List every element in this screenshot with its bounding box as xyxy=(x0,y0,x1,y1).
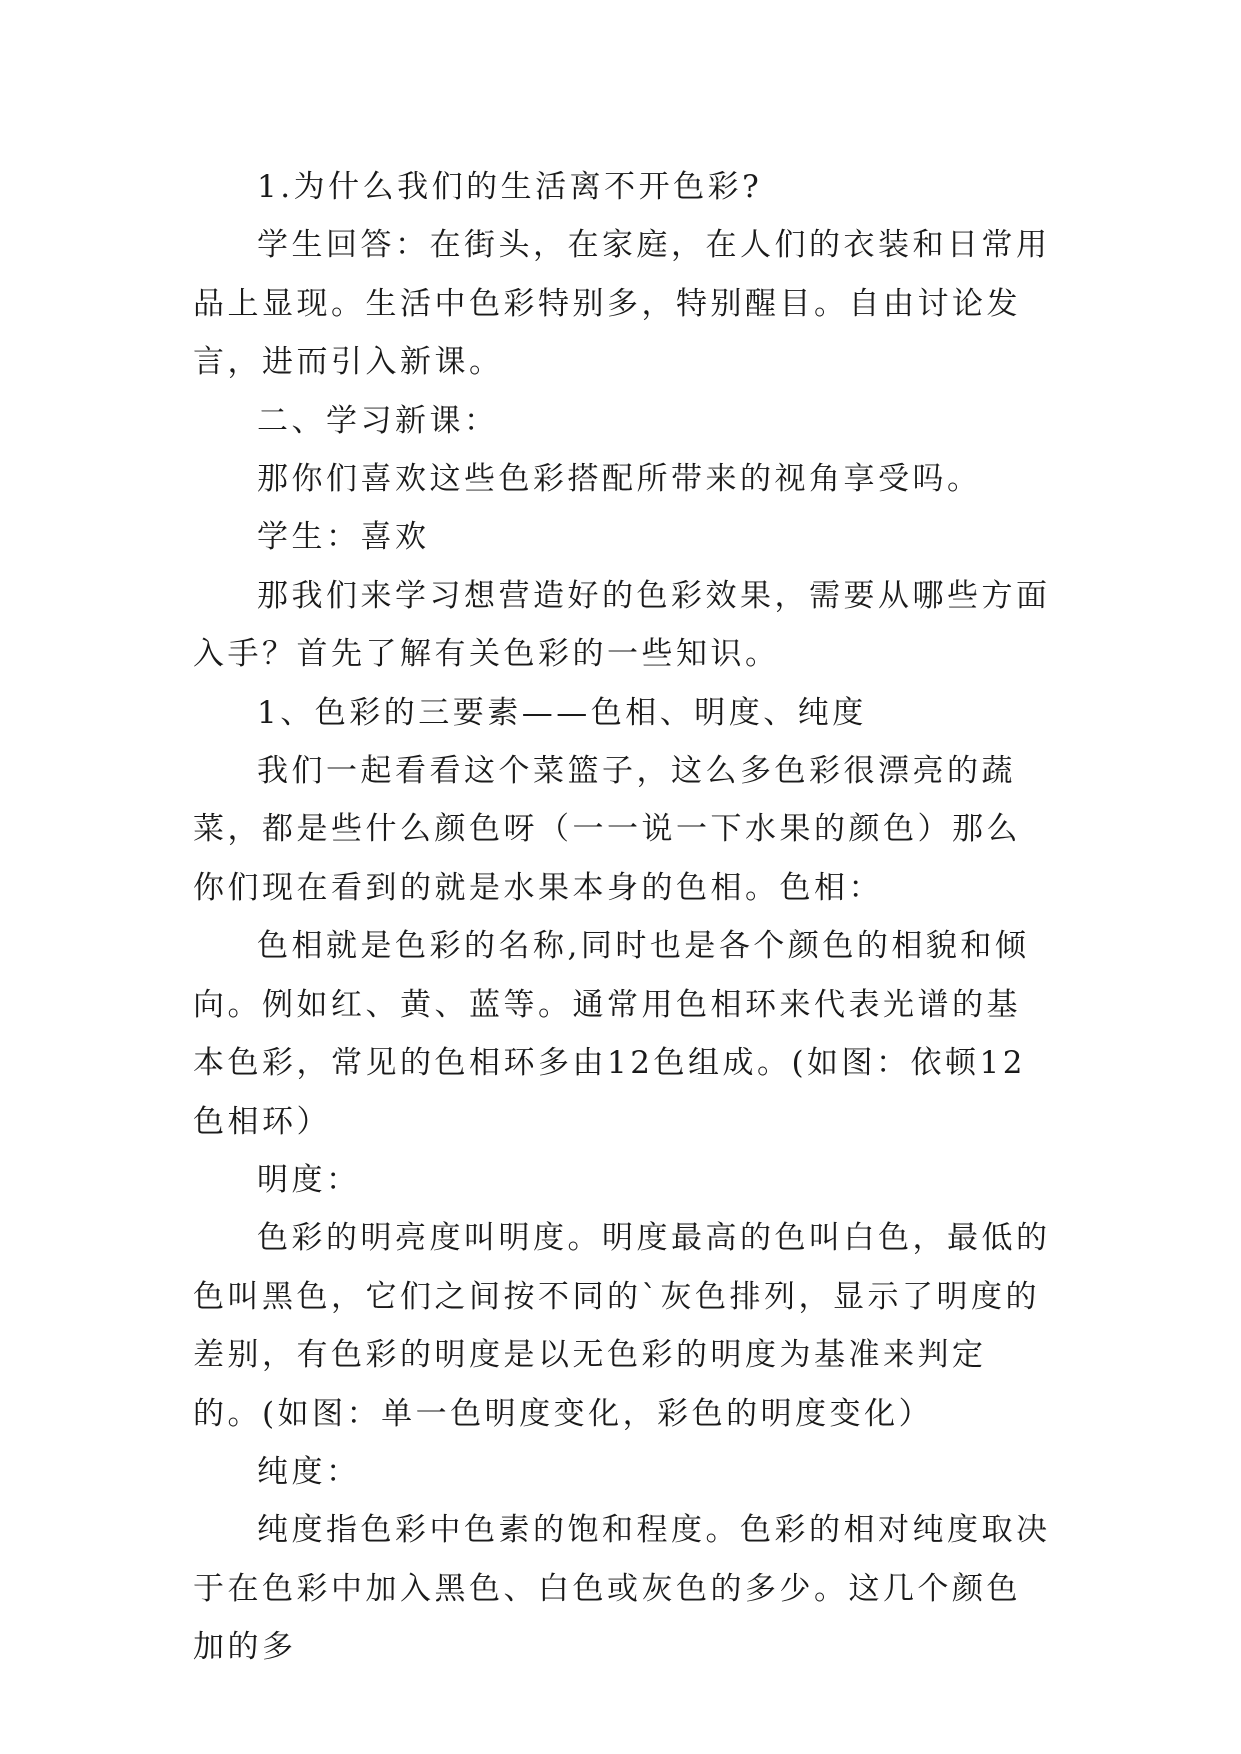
document-body xyxy=(193,158,1053,1677)
subheading-three-elements: 1、色彩的三要素——色相、明度、纯度 xyxy=(257,694,867,731)
paragraph-question-1: 1.为什么我们的生活离不开色彩? xyxy=(257,169,763,205)
paragraph-intro-knowledge: 那我们来学习想营造好的色彩效果，需要从哪些方面入手？首先了解有关色彩的一些知识。 xyxy=(193,577,1051,673)
paragraph-brightness-definition: 色彩的明亮度叫明度。明度最高的色叫白色，最低的色叫黑色，它们之间按不同的`灰色排列，显示了明度的差别，有色彩的明度是以无色彩的明度为基准来判定的。(如图：单一色明度变化，彩色的明度变化） xyxy=(193,1220,1051,1432)
paragraph-student-reply: 学生：喜欢 xyxy=(257,519,430,556)
paragraph-hue-definition: 色相就是色彩的名称,同时也是各个颜色的相貌和倾向。例如红、黄、蓝等。通常用色相环来代表光谱的基本色彩，常见的色相环多由12色组成。(如图：依顿12色相环） xyxy=(193,928,1030,1140)
paragraph-teacher-question: 那你们喜欢这些色彩搭配所带来的视角享受吗。 xyxy=(257,461,982,498)
subheading-saturation: 纯度： xyxy=(257,1453,361,1490)
section-heading-new-lesson: 二、学习新课： xyxy=(257,402,499,439)
paragraph-vegetable-basket: 我们一起看看这个菜篮子，这么多色彩很漂亮的蔬菜，都是些什么颜色呀（一一说一下水果的颜色）那么你们现在看到的就是水果本身的色相。色相： xyxy=(193,753,1021,906)
subheading-brightness: 明度： xyxy=(257,1161,361,1198)
paragraph-saturation-definition: 纯度指色彩中色素的饱和程度。色彩的相对纯度取决于在色彩中加入黑色、白色或灰色的多少。这几个颜色加的多 xyxy=(193,1512,1051,1666)
paragraph-student-answer: 学生回答：在街头，在家庭，在人们的衣装和日常用品上显现。生活中色彩特别多，特别醒目。自由讨论发言，进而引入新课。 xyxy=(193,227,1051,381)
